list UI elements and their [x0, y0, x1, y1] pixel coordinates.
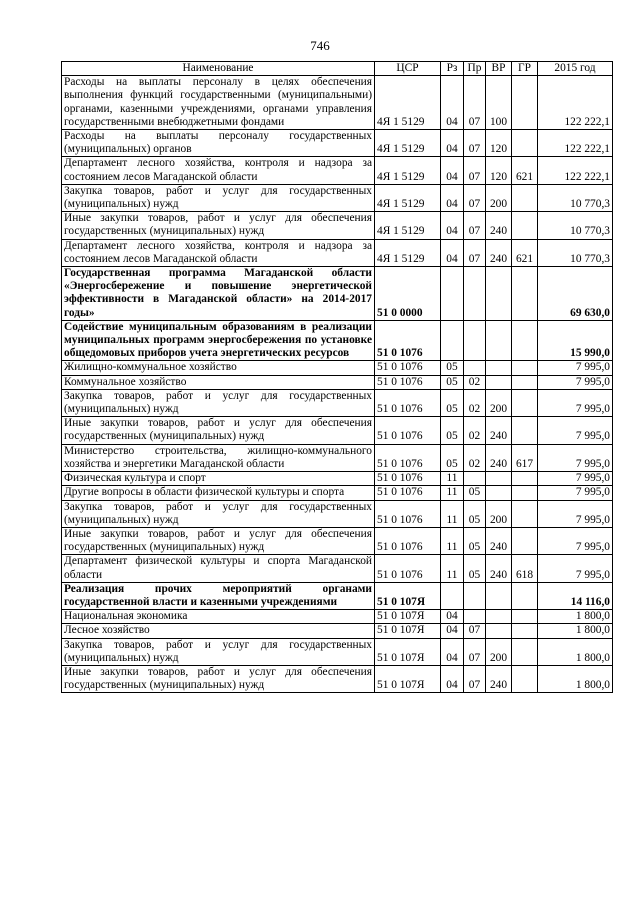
row-rz: [441, 267, 464, 321]
row-gr: [512, 486, 538, 500]
row-name: Реализация прочих мероприятий органами государственной власти и казенными учреждениями: [62, 582, 375, 609]
row-csr: 51 0 1076: [375, 444, 441, 471]
row-sum: 7 995,0: [538, 472, 613, 486]
row-rz: 05: [441, 375, 464, 389]
row-rz: 04: [441, 638, 464, 665]
row-csr: 51 0 107Я: [375, 624, 441, 638]
table-row: [62, 500, 613, 527]
row-vr: 240: [486, 665, 512, 692]
budget-table: [61, 61, 613, 693]
row-csr: 51 0 0000: [375, 267, 441, 321]
header-pr: Пр: [464, 62, 486, 76]
row-gr: 621: [512, 239, 538, 266]
row-sum: 1 800,0: [538, 638, 613, 665]
row-rz: 05: [441, 361, 464, 375]
row-csr: 51 0 1076: [375, 389, 441, 416]
table-row: [62, 375, 613, 389]
header-csr: ЦСР: [375, 62, 441, 76]
row-rz: 11: [441, 555, 464, 582]
row-rz: 04: [441, 157, 464, 184]
row-sum: 122 222,1: [538, 76, 613, 130]
row-gr: [512, 500, 538, 527]
table-row: [62, 624, 613, 638]
page-number: 746: [310, 38, 330, 53]
row-name: Коммунальное хозяйство: [62, 375, 375, 389]
row-gr: [512, 130, 538, 157]
row-pr: 02: [464, 389, 486, 416]
row-name: Департамент лесного хозяйства, контроля и надзора за состоянием лесов Магаданской области: [62, 157, 375, 184]
row-rz: 04: [441, 212, 464, 239]
row-sum: 7 995,0: [538, 361, 613, 375]
row-gr: [512, 527, 538, 554]
table-row: [62, 665, 613, 692]
row-gr: [512, 472, 538, 486]
row-vr: [486, 375, 512, 389]
table-row: [62, 239, 613, 266]
row-vr: 200: [486, 500, 512, 527]
row-rz: 04: [441, 239, 464, 266]
row-csr: 4Я 1 5129: [375, 184, 441, 211]
row-rz: 04: [441, 76, 464, 130]
row-gr: 621: [512, 157, 538, 184]
row-gr: [512, 320, 538, 361]
table-row: [62, 638, 613, 665]
row-csr: 51 0 107Я: [375, 582, 441, 609]
row-sum: 1 800,0: [538, 624, 613, 638]
row-pr: 07: [464, 638, 486, 665]
row-csr: 4Я 1 5129: [375, 130, 441, 157]
row-vr: [486, 486, 512, 500]
table-row: [62, 76, 613, 130]
row-csr: 51 0 107Я: [375, 665, 441, 692]
table-row: [62, 555, 613, 582]
table-row: [62, 212, 613, 239]
row-sum: 7 995,0: [538, 444, 613, 471]
row-name: Иные закупки товаров, работ и услуг для обеспечения государственных (муниципальных) нужд: [62, 212, 375, 239]
row-rz: 11: [441, 472, 464, 486]
row-rz: [441, 320, 464, 361]
row-vr: 100: [486, 76, 512, 130]
row-vr: [486, 472, 512, 486]
table-row: [62, 361, 613, 375]
row-gr: [512, 184, 538, 211]
row-gr: [512, 638, 538, 665]
row-csr: 51 0 107Я: [375, 610, 441, 624]
row-csr: 51 0 1076: [375, 361, 441, 375]
table-row: [62, 267, 613, 321]
row-pr: 07: [464, 76, 486, 130]
row-pr: 07: [464, 184, 486, 211]
row-name: Закупка товаров, работ и услуг для государственных (муниципальных) нужд: [62, 184, 375, 211]
row-sum: 1 800,0: [538, 610, 613, 624]
row-pr: 02: [464, 375, 486, 389]
row-csr: 51 0 1076: [375, 555, 441, 582]
row-sum: 7 995,0: [538, 527, 613, 554]
row-pr: 07: [464, 624, 486, 638]
row-gr: [512, 361, 538, 375]
row-rz: 11: [441, 500, 464, 527]
row-gr: [512, 582, 538, 609]
row-name: Закупка товаров, работ и услуг для государственных (муниципальных) нужд: [62, 389, 375, 416]
row-rz: 11: [441, 527, 464, 554]
row-pr: [464, 267, 486, 321]
row-rz: [441, 582, 464, 609]
row-name: Государственная программа Магаданской области «Энергосбережение и повышение энергетической эффективности в Магаданской области» на 2014-2017 годы»: [62, 267, 375, 321]
row-csr: 51 0 1076: [375, 375, 441, 389]
row-name: Департамент лесного хозяйства, контроля и надзора за состоянием лесов Магаданской области: [62, 239, 375, 266]
row-sum: 122 222,1: [538, 157, 613, 184]
header-vr: ВР: [486, 62, 512, 76]
row-csr: 4Я 1 5129: [375, 157, 441, 184]
row-sum: 7 995,0: [538, 486, 613, 500]
table-row: [62, 444, 613, 471]
row-pr: 05: [464, 555, 486, 582]
table-row: [62, 472, 613, 486]
row-vr: 240: [486, 444, 512, 471]
row-gr: [512, 375, 538, 389]
row-vr: 120: [486, 157, 512, 184]
table-row: [62, 389, 613, 416]
row-pr: [464, 320, 486, 361]
row-sum: 7 995,0: [538, 389, 613, 416]
row-name: Содействие муниципальным образованиям в реализации муниципальных программ энергосбережения по установке общедомовых приборов учета энергетических ресурсов: [62, 320, 375, 361]
table-row: [62, 527, 613, 554]
row-csr: 51 0 107Я: [375, 638, 441, 665]
table-row: [62, 320, 613, 361]
row-vr: [486, 267, 512, 321]
row-sum: 10 770,3: [538, 212, 613, 239]
row-pr: 07: [464, 157, 486, 184]
row-pr: 05: [464, 527, 486, 554]
row-sum: 7 995,0: [538, 500, 613, 527]
row-name: Лесное хозяйство: [62, 624, 375, 638]
row-gr: [512, 76, 538, 130]
row-sum: 7 995,0: [538, 417, 613, 444]
row-vr: 240: [486, 555, 512, 582]
row-vr: 240: [486, 527, 512, 554]
row-vr: 240: [486, 212, 512, 239]
table-row: [62, 130, 613, 157]
row-pr: 02: [464, 444, 486, 471]
row-pr: 07: [464, 239, 486, 266]
row-pr: 02: [464, 417, 486, 444]
row-name: Иные закупки товаров, работ и услуг для обеспечения государственных (муниципальных) нужд: [62, 527, 375, 554]
row-csr: 4Я 1 5129: [375, 76, 441, 130]
row-vr: 120: [486, 130, 512, 157]
row-sum: 10 770,3: [538, 239, 613, 266]
row-rz: 04: [441, 624, 464, 638]
row-pr: 05: [464, 500, 486, 527]
row-csr: 51 0 1076: [375, 486, 441, 500]
header-rz: Рз: [441, 62, 464, 76]
table-row: [62, 582, 613, 609]
row-gr: [512, 212, 538, 239]
table-row: [62, 610, 613, 624]
row-gr: 618: [512, 555, 538, 582]
row-sum: 15 990,0: [538, 320, 613, 361]
row-csr: 51 0 1076: [375, 500, 441, 527]
row-sum: 14 116,0: [538, 582, 613, 609]
row-gr: [512, 624, 538, 638]
row-pr: 07: [464, 130, 486, 157]
row-name: Министерство строительства, жилищно-коммунального хозяйства и энергетики Магаданской области: [62, 444, 375, 471]
table-row: [62, 486, 613, 500]
row-name: Другие вопросы в области физической культуры и спорта: [62, 486, 375, 500]
row-sum: 10 770,3: [538, 184, 613, 211]
row-name: Национальная экономика: [62, 610, 375, 624]
row-pr: [464, 472, 486, 486]
row-pr: [464, 361, 486, 375]
table-row: [62, 157, 613, 184]
header-gr: ГР: [512, 62, 538, 76]
table-row: [62, 184, 613, 211]
row-csr: 51 0 1076: [375, 320, 441, 361]
row-sum: 122 222,1: [538, 130, 613, 157]
row-csr: 51 0 1076: [375, 472, 441, 486]
row-sum: 7 995,0: [538, 375, 613, 389]
row-vr: [486, 320, 512, 361]
header-year: 2015 год: [538, 62, 613, 76]
row-csr: 4Я 1 5129: [375, 212, 441, 239]
row-pr: 05: [464, 486, 486, 500]
row-gr: [512, 665, 538, 692]
row-rz: 04: [441, 130, 464, 157]
row-pr: [464, 610, 486, 624]
row-vr: 200: [486, 638, 512, 665]
row-gr: [512, 267, 538, 321]
row-vr: 240: [486, 417, 512, 444]
row-vr: [486, 624, 512, 638]
table-row: [62, 417, 613, 444]
row-rz: 04: [441, 610, 464, 624]
table-header-row: [62, 62, 613, 76]
row-gr: [512, 389, 538, 416]
row-name: Физическая культура и спорт: [62, 472, 375, 486]
row-sum: 1 800,0: [538, 665, 613, 692]
row-vr: [486, 582, 512, 609]
row-vr: 200: [486, 389, 512, 416]
row-vr: 200: [486, 184, 512, 211]
row-name: Департамент физической культуры и спорта Магаданской области: [62, 555, 375, 582]
row-vr: [486, 610, 512, 624]
row-rz: 05: [441, 389, 464, 416]
row-csr: 4Я 1 5129: [375, 239, 441, 266]
row-name: Закупка товаров, работ и услуг для государственных (муниципальных) нужд: [62, 500, 375, 527]
header-name: Наименование: [62, 62, 375, 76]
row-rz: 11: [441, 486, 464, 500]
row-name: Расходы на выплаты персоналу в целях обеспечения выполнения функций государственными (муниципальными) органами, казенными учреждениями, органами управления государственными внебюджетными фондами: [62, 76, 375, 130]
row-pr: 07: [464, 212, 486, 239]
row-sum: 69 630,0: [538, 267, 613, 321]
row-gr: 617: [512, 444, 538, 471]
row-rz: 04: [441, 184, 464, 211]
row-sum: 7 995,0: [538, 555, 613, 582]
row-vr: 240: [486, 239, 512, 266]
row-gr: [512, 417, 538, 444]
row-name: Жилищно-коммунальное хозяйство: [62, 361, 375, 375]
row-name: Иные закупки товаров, работ и услуг для обеспечения государственных (муниципальных) нужд: [62, 417, 375, 444]
row-pr: [464, 582, 486, 609]
row-name: Иные закупки товаров, работ и услуг для обеспечения государственных (муниципальных) нужд: [62, 665, 375, 692]
row-rz: 05: [441, 417, 464, 444]
row-vr: [486, 361, 512, 375]
row-csr: 51 0 1076: [375, 417, 441, 444]
row-gr: [512, 610, 538, 624]
row-name: Расходы на выплаты персоналу государственных (муниципальных) органов: [62, 130, 375, 157]
row-rz: 05: [441, 444, 464, 471]
row-rz: 04: [441, 665, 464, 692]
row-pr: 07: [464, 665, 486, 692]
row-name: Закупка товаров, работ и услуг для государственных (муниципальных) нужд: [62, 638, 375, 665]
row-csr: 51 0 1076: [375, 527, 441, 554]
